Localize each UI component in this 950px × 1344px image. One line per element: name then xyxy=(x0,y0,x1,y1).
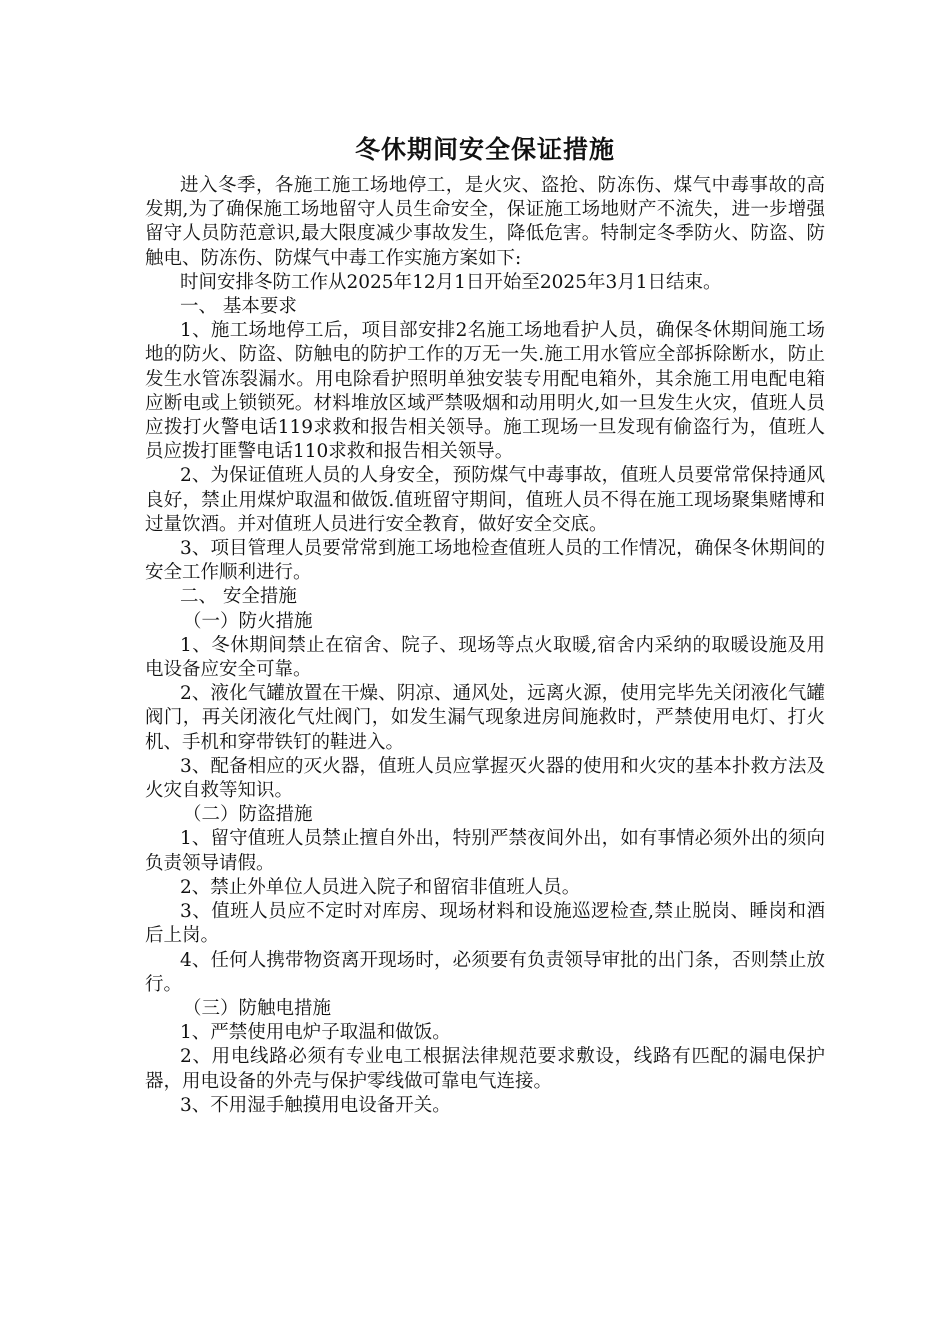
list-item: 1、严禁使用电炉子取温和做饭。 xyxy=(180,1022,451,1044)
schedule-paragraph: 时间安排冬防工作从2025年12月1日开始至2025年3月1日结束。 xyxy=(180,271,722,293)
list-item: 2、禁止外单位人员进入院子和留宿非值班人员。 xyxy=(180,876,581,898)
section-heading-safety-measures: 二、 安全措施 xyxy=(180,586,297,608)
list-item: 1、施工场地停工后，项目部安排2名施工场地看护人员，确保冬休期间施工场地的防火、防盗、防触电的防护工作的万无一失.施工用水管应全部拆除断水，防止发生水管冻裂漏水。用电除看护照明单独安装专用配电箱外，其余施工用电配电箱应断电或上锁锁死。材料堆放区域严禁吸烟和动用明火,如一旦发生火灾，值班人员应拨打火警电话119求救和报告相关领导。施工现场一旦发现有偷盗行为，值班人员应拨打匪警电话110求救和报告相关领导。 xyxy=(145,320,825,463)
list-item: 2、液化气罐放置在干燥、阴凉、通风处，远离火源，使用完毕先关闭液化气罐阀门，再关闭液化气灶阀门，如发生漏气现象进房间施救时，严禁使用电灯、打火机、手机和穿带铁钉的鞋进入。 xyxy=(145,683,825,753)
list-item: 4、任何人携带物资离开现场时，必须要有负责领导审批的出门条，否则禁止放行。 xyxy=(145,949,825,995)
list-item: 3、配备相应的灭火器，值班人员应掌握灭火器的使用和火灾的基本扑救方法及火灾自救等知识。 xyxy=(145,755,825,802)
subsection-heading-fire-prevention: （一）防火措施 xyxy=(183,610,313,632)
list-item: 1、留守值班人员禁止擅自外出，特别严禁夜间外出，如有事情必须外出的须向负责领导请假。 xyxy=(145,828,825,874)
section-heading-basic-requirements: 一、 基本要求 xyxy=(180,296,297,318)
list-item: 2、用电线路必须有专业电工根据法律规范要求敷设，线路有匹配的漏电保护器，用电设备的外壳与保护零线做可靠电气连接。 xyxy=(145,1046,825,1092)
subsection-heading-theft-prevention: （二）防盗措施 xyxy=(183,804,313,826)
list-item: 3、不用湿手触摸用电设备开关。 xyxy=(180,1094,451,1116)
document-title: 冬休期间安全保证措施 xyxy=(354,135,615,164)
intro-paragraph: 进入冬季，各施工施工场地停工，是火灾、盗抢、防冻伤、煤气中毒事故的高发期,为了确保施工场地留守人员生命安全，保证施工场地财产不流失，进一步增强留守人员防范意识,最大限度减少事故发生，降低危害。特制定冬季防火、防盗、防触电、防冻伤、防煤气中毒工作实施方案如下: xyxy=(145,175,825,269)
document-body xyxy=(145,128,825,1118)
list-item: 3、值班人员应不定时对库房、现场材料和设施巡逻检查,禁止脱岗、睡岗和酒后上岗。 xyxy=(145,901,825,947)
list-item: 3、项目管理人员要常常到施工场地检查值班人员的工作情况，确保冬休期间的安全工作顺利进行。 xyxy=(145,538,825,584)
list-item: 2、为保证值班人员的人身安全，预防煤气中毒事故，值班人员要常常保持通风良好，禁止用煤炉取温和做饭.值班留守期间，值班人员不得在施工现场聚集赌博和过量饮酒。并对值班人员进行安全教育，做好安全交底。 xyxy=(145,465,825,535)
subsection-heading-electric-shock-prevention: （三）防触电措施 xyxy=(183,997,332,1019)
list-item: 1、冬休期间禁止在宿舍、院子、现场等点火取暖,宿舍内采纳的取暖设施及用电设备应安全可靠。 xyxy=(145,634,825,681)
